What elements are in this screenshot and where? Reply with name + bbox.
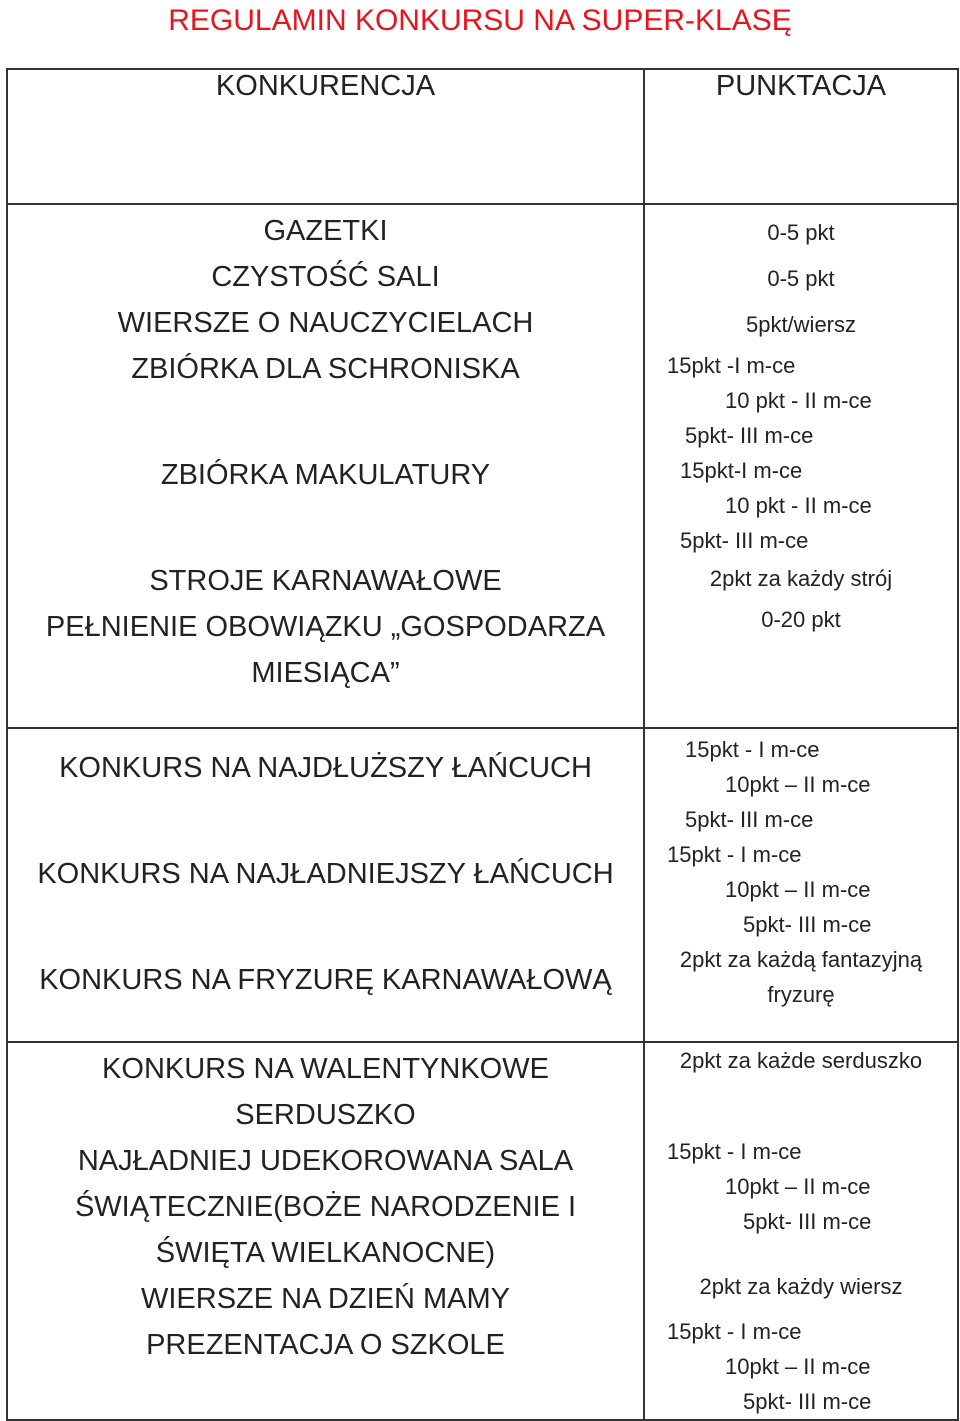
header-scoring: PUNKTACJA bbox=[644, 69, 958, 204]
score-item: 2pkt za każdy strój bbox=[709, 566, 893, 591]
score-item: 5pkt- III m-ce bbox=[743, 912, 872, 937]
page-title: REGULAMIN KONKURSU NA SUPER-KLASĘ bbox=[168, 4, 792, 37]
score-item: 2pkt za każdą fantazyjną bbox=[679, 947, 923, 972]
competition-item: MIESIĄCA” bbox=[251, 657, 400, 689]
competition-item: ZBIÓRKA MAKULATURY bbox=[160, 459, 491, 491]
score-item: 5pkt- III m-ce bbox=[685, 807, 814, 832]
score-item: 5pkt- III m-ce bbox=[680, 528, 809, 553]
competition-item: KONKURS NA NAJŁADNIEJSZY ŁAŃCUCH bbox=[37, 858, 614, 890]
score-item: 15pkt - I m-ce bbox=[667, 842, 802, 867]
competition-item: ŚWIĘTA WIELKANOCNE) bbox=[155, 1237, 496, 1269]
score-item: fryzurę bbox=[767, 982, 835, 1007]
competition-item: GAZETKI bbox=[263, 215, 388, 247]
competition-item: ZBIÓRKA DLA SCHRONISKA bbox=[131, 353, 520, 385]
competition-item: WIERSZE NA DZIEŃ MAMY bbox=[141, 1283, 510, 1315]
score-item: 2pkt za każdy wiersz bbox=[699, 1274, 903, 1299]
score-item: 10pkt – II m-ce bbox=[725, 1354, 871, 1379]
score-item: 5pkt- III m-ce bbox=[685, 423, 814, 448]
score-item: 10pkt – II m-ce bbox=[725, 772, 871, 797]
score-item: 0-20 pkt bbox=[761, 607, 841, 632]
competition-item: SERDUSZKO bbox=[235, 1099, 416, 1131]
header-competition: KONKURENCJA bbox=[7, 69, 644, 204]
competition-item: PEŁNIENIE OBOWIĄZKU „GOSPODARZA bbox=[45, 611, 606, 643]
scores-cell bbox=[644, 1042, 958, 1420]
score-item: 15pkt - I m-ce bbox=[685, 737, 820, 762]
table-row bbox=[7, 1042, 958, 1420]
competitions-cell bbox=[7, 1042, 644, 1420]
competition-item: PREZENTACJA O SZKOLE bbox=[146, 1329, 505, 1361]
score-item: 10 pkt - II m-ce bbox=[725, 388, 872, 413]
competition-item: KONKURS NA WALENTYNKOWE bbox=[102, 1053, 549, 1085]
competition-item: NAJŁADNIEJ UDEKOROWANA SALA bbox=[77, 1145, 574, 1177]
score-item: 5pkt- III m-ce bbox=[743, 1389, 872, 1414]
table-row bbox=[7, 728, 958, 1042]
competition-item: STROJE KARNAWAŁOWE bbox=[149, 565, 502, 597]
score-item: 10pkt – II m-ce bbox=[725, 877, 871, 902]
score-item: 15pkt-I m-ce bbox=[680, 458, 803, 483]
scores-cell bbox=[644, 204, 958, 728]
score-item: 0-5 pkt bbox=[767, 266, 835, 291]
header-row bbox=[7, 69, 958, 204]
competition-item: KONKURS NA NAJDŁUŻSZY ŁAŃCUCH bbox=[59, 752, 592, 784]
competitions-cell bbox=[7, 204, 644, 728]
score-item: 10pkt – II m-ce bbox=[725, 1174, 871, 1199]
score-item: 0-5 pkt bbox=[767, 220, 835, 245]
competition-item: CZYSTOŚĆ SALI bbox=[211, 261, 440, 293]
score-item: 15pkt -I m-ce bbox=[667, 353, 796, 378]
competitions-cell bbox=[7, 728, 644, 1042]
score-item: 5pkt- III m-ce bbox=[743, 1209, 872, 1234]
competition-item: KONKURS NA FRYZURĘ KARNAWAŁOWĄ bbox=[39, 964, 612, 996]
rules-table bbox=[6, 68, 959, 1421]
score-item: 10 pkt - II m-ce bbox=[725, 493, 872, 518]
competition-item: ŚWIĄTECZNIE(BOŻE NARODZENIE I bbox=[74, 1191, 577, 1223]
scores-cell bbox=[644, 728, 958, 1042]
competition-item: WIERSZE O NAUCZYCIELACH bbox=[117, 307, 534, 339]
table-row bbox=[7, 204, 958, 728]
score-item: 15pkt - I m-ce bbox=[667, 1139, 802, 1164]
score-item: 5pkt/wiersz bbox=[745, 312, 857, 337]
score-item: 15pkt - I m-ce bbox=[667, 1319, 802, 1344]
score-item: 2pkt za każde serduszko bbox=[679, 1048, 923, 1073]
